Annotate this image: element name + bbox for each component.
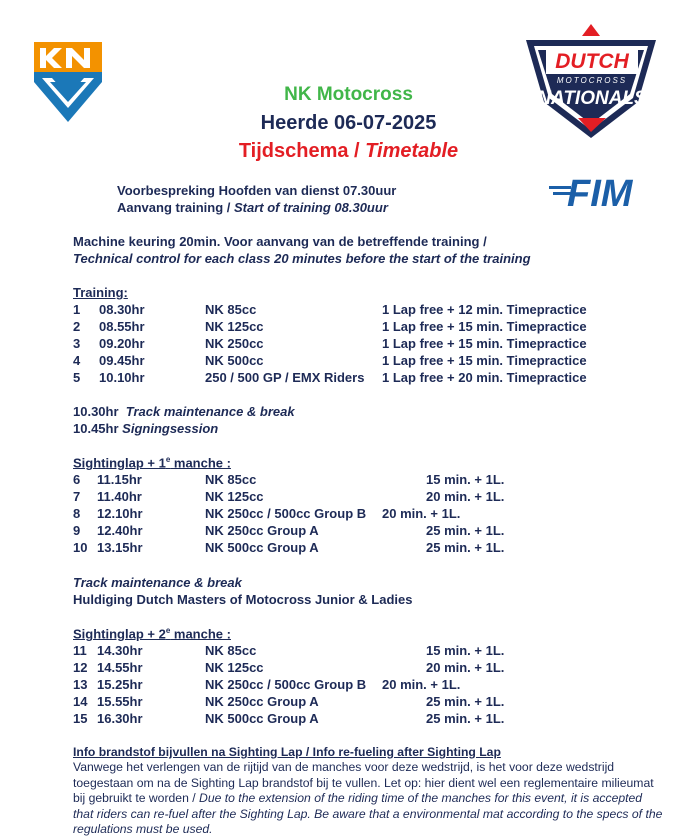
row-class: NK 500cc bbox=[205, 353, 264, 368]
row-class: NK 250cc / 500cc Group B bbox=[205, 677, 367, 692]
timetable-heading-en: Timetable bbox=[365, 140, 459, 162]
row-class: NK 250cc / 500cc Group B bbox=[205, 506, 367, 521]
row-number: 4 bbox=[73, 353, 81, 368]
technical-control-en: Technical control for each class 20 minutes before the start of the training bbox=[73, 251, 531, 266]
intro-line-2-en: Start of training 08.30uur bbox=[234, 200, 388, 215]
intro-line-1: Voorbespreking Hoofden van dienst 07.30uur bbox=[117, 183, 397, 198]
row-time: 12.40hr bbox=[97, 523, 143, 538]
row-number: 3 bbox=[73, 336, 81, 351]
row-number: 1 bbox=[73, 302, 81, 317]
row-detail: 1 Lap free + 15 min. Timepractice bbox=[382, 353, 587, 368]
row-class: NK 250cc Group A bbox=[205, 523, 319, 538]
row-number: 10 bbox=[73, 540, 88, 555]
intro-line-2-nl: Aanvang training / bbox=[117, 200, 235, 215]
row-class: NK 250cc bbox=[205, 336, 264, 351]
row-number: 13 bbox=[73, 677, 88, 692]
break-text-2: Signingsession bbox=[122, 421, 219, 436]
row-detail: 20 min. + 1L. bbox=[426, 489, 505, 504]
manche1-heading bbox=[73, 455, 231, 470]
row-number: 5 bbox=[73, 370, 81, 385]
row-number: 6 bbox=[73, 472, 81, 487]
row-class: NK 125cc bbox=[205, 489, 264, 504]
manche1-heading-sup: e bbox=[165, 455, 171, 464]
training-heading: Training: bbox=[73, 285, 128, 300]
row-detail: 20 min. + 1L. bbox=[382, 677, 461, 692]
break2-line-1: Track maintenance & break bbox=[73, 575, 242, 590]
row-detail: 20 min. + 1L. bbox=[382, 506, 461, 521]
row-class: NK 85cc bbox=[205, 472, 257, 487]
fuel-info-text-nl: Vanwege het verlengen van de rijtijd van de manches voor deze wedstrijd, is het voor deze wedstrijd toegestaan om na de Sighting Lap brandstof bij te vullen. Let op: hier dient wel een reglementaire milieumat bij gebruikt te worden / bbox=[73, 760, 654, 806]
row-detail: 25 min. + 1L. bbox=[426, 711, 505, 726]
fim-logo-text: FIM bbox=[567, 173, 633, 210]
row-number: 14 bbox=[73, 694, 88, 709]
logo-text-nationals: NATIONALS bbox=[537, 88, 647, 109]
fuel-info-text-en: Due to the extension of the riding time of the manches for this event, it is accepted that riders can re-fuel after the Sighting Lap. Be aware that a environmental mat according to the specs of the regulations must be used. bbox=[73, 791, 663, 837]
intro-line-2 bbox=[117, 200, 388, 215]
row-number: 7 bbox=[73, 489, 81, 504]
event-location-date: Heerde 06-07-2025 bbox=[260, 112, 437, 134]
row-time: 08.30hr bbox=[99, 302, 145, 317]
row-time: 14.30hr bbox=[97, 643, 143, 658]
row-detail: 25 min. + 1L. bbox=[426, 523, 505, 538]
row-class: NK 125cc bbox=[205, 660, 264, 675]
row-time: 09.20hr bbox=[99, 336, 145, 351]
manche2-heading bbox=[73, 626, 231, 641]
row-detail: 25 min. + 1L. bbox=[426, 540, 505, 555]
break2-line-2: Huldiging Dutch Masters of Motocross Junior & Ladies bbox=[73, 592, 413, 607]
timetable-heading bbox=[0, 140, 697, 163]
row-time: 12.10hr bbox=[97, 506, 143, 521]
logo-text-motocross: MOTOCROSS bbox=[556, 76, 628, 85]
row-number: 15 bbox=[73, 711, 88, 726]
manche1-heading-b: manche : bbox=[170, 455, 231, 471]
row-time: 10.10hr bbox=[99, 370, 145, 385]
fuel-info-text bbox=[73, 760, 663, 838]
row-detail: 20 min. + 1L. bbox=[426, 660, 505, 675]
row-time: 11.40hr bbox=[97, 489, 142, 504]
row-detail: 1 Lap free + 20 min. Timepractice bbox=[382, 370, 587, 385]
row-number: 11 bbox=[73, 643, 87, 658]
row-time: 11.15hr bbox=[97, 472, 142, 487]
row-number: 12 bbox=[73, 660, 88, 675]
break-line-1 bbox=[73, 404, 295, 419]
row-time: 14.55hr bbox=[97, 660, 143, 675]
manche2-heading-sup: e bbox=[165, 626, 171, 635]
row-time: 09.45hr bbox=[99, 353, 145, 368]
manche1-heading-a: Sightinglap + 1 bbox=[73, 455, 166, 471]
break-text-1: Track maintenance & break bbox=[125, 404, 295, 419]
row-detail: 1 Lap free + 15 min. Timepractice bbox=[382, 336, 587, 351]
row-class: NK 500cc Group A bbox=[205, 540, 319, 555]
row-number: 2 bbox=[73, 319, 81, 334]
row-time: 15.55hr bbox=[97, 694, 143, 709]
break-time-2: 10.45hr bbox=[73, 421, 119, 436]
row-class: NK 500cc Group A bbox=[205, 711, 319, 726]
row-class: NK 250cc Group A bbox=[205, 694, 319, 709]
row-time: 16.30hr bbox=[97, 711, 143, 726]
row-detail: 1 Lap free + 15 min. Timepractice bbox=[382, 319, 587, 334]
break-line-2 bbox=[73, 421, 218, 436]
row-detail: 1 Lap free + 12 min. Timepractice bbox=[382, 302, 587, 317]
row-time: 15.25hr bbox=[97, 677, 143, 692]
row-class: NK 85cc bbox=[205, 302, 257, 317]
manche2-heading-a: Sightinglap + 2 bbox=[73, 626, 166, 642]
fim-logo bbox=[549, 172, 649, 210]
row-detail: 25 min. + 1L. bbox=[426, 694, 505, 709]
technical-control-nl: Machine keuring 20min. Voor aanvang van de betreffende training / bbox=[73, 234, 487, 249]
timetable-heading-nl: Tijdschema / bbox=[238, 140, 366, 162]
row-class: NK 85cc bbox=[205, 643, 257, 658]
fuel-info-heading: Info brandstof bijvullen na Sighting Lap / Info re-fueling after Sighting Lap bbox=[73, 745, 501, 759]
row-class: 250 / 500 GP / EMX Riders bbox=[205, 370, 365, 385]
logo-text-dutch: DUTCH bbox=[555, 50, 629, 73]
page-title: NK Motocross bbox=[284, 84, 413, 105]
row-number: 8 bbox=[73, 506, 81, 521]
break-time-1: 10.30hr bbox=[73, 404, 119, 419]
row-number: 9 bbox=[73, 523, 81, 538]
row-time: 13.15hr bbox=[97, 540, 143, 555]
manche2-heading-b: manche : bbox=[170, 626, 231, 642]
row-detail: 15 min. + 1L. bbox=[426, 643, 505, 658]
row-detail: 15 min. + 1L. bbox=[426, 472, 505, 487]
row-class: NK 125cc bbox=[205, 319, 264, 334]
row-time: 08.55hr bbox=[99, 319, 145, 334]
